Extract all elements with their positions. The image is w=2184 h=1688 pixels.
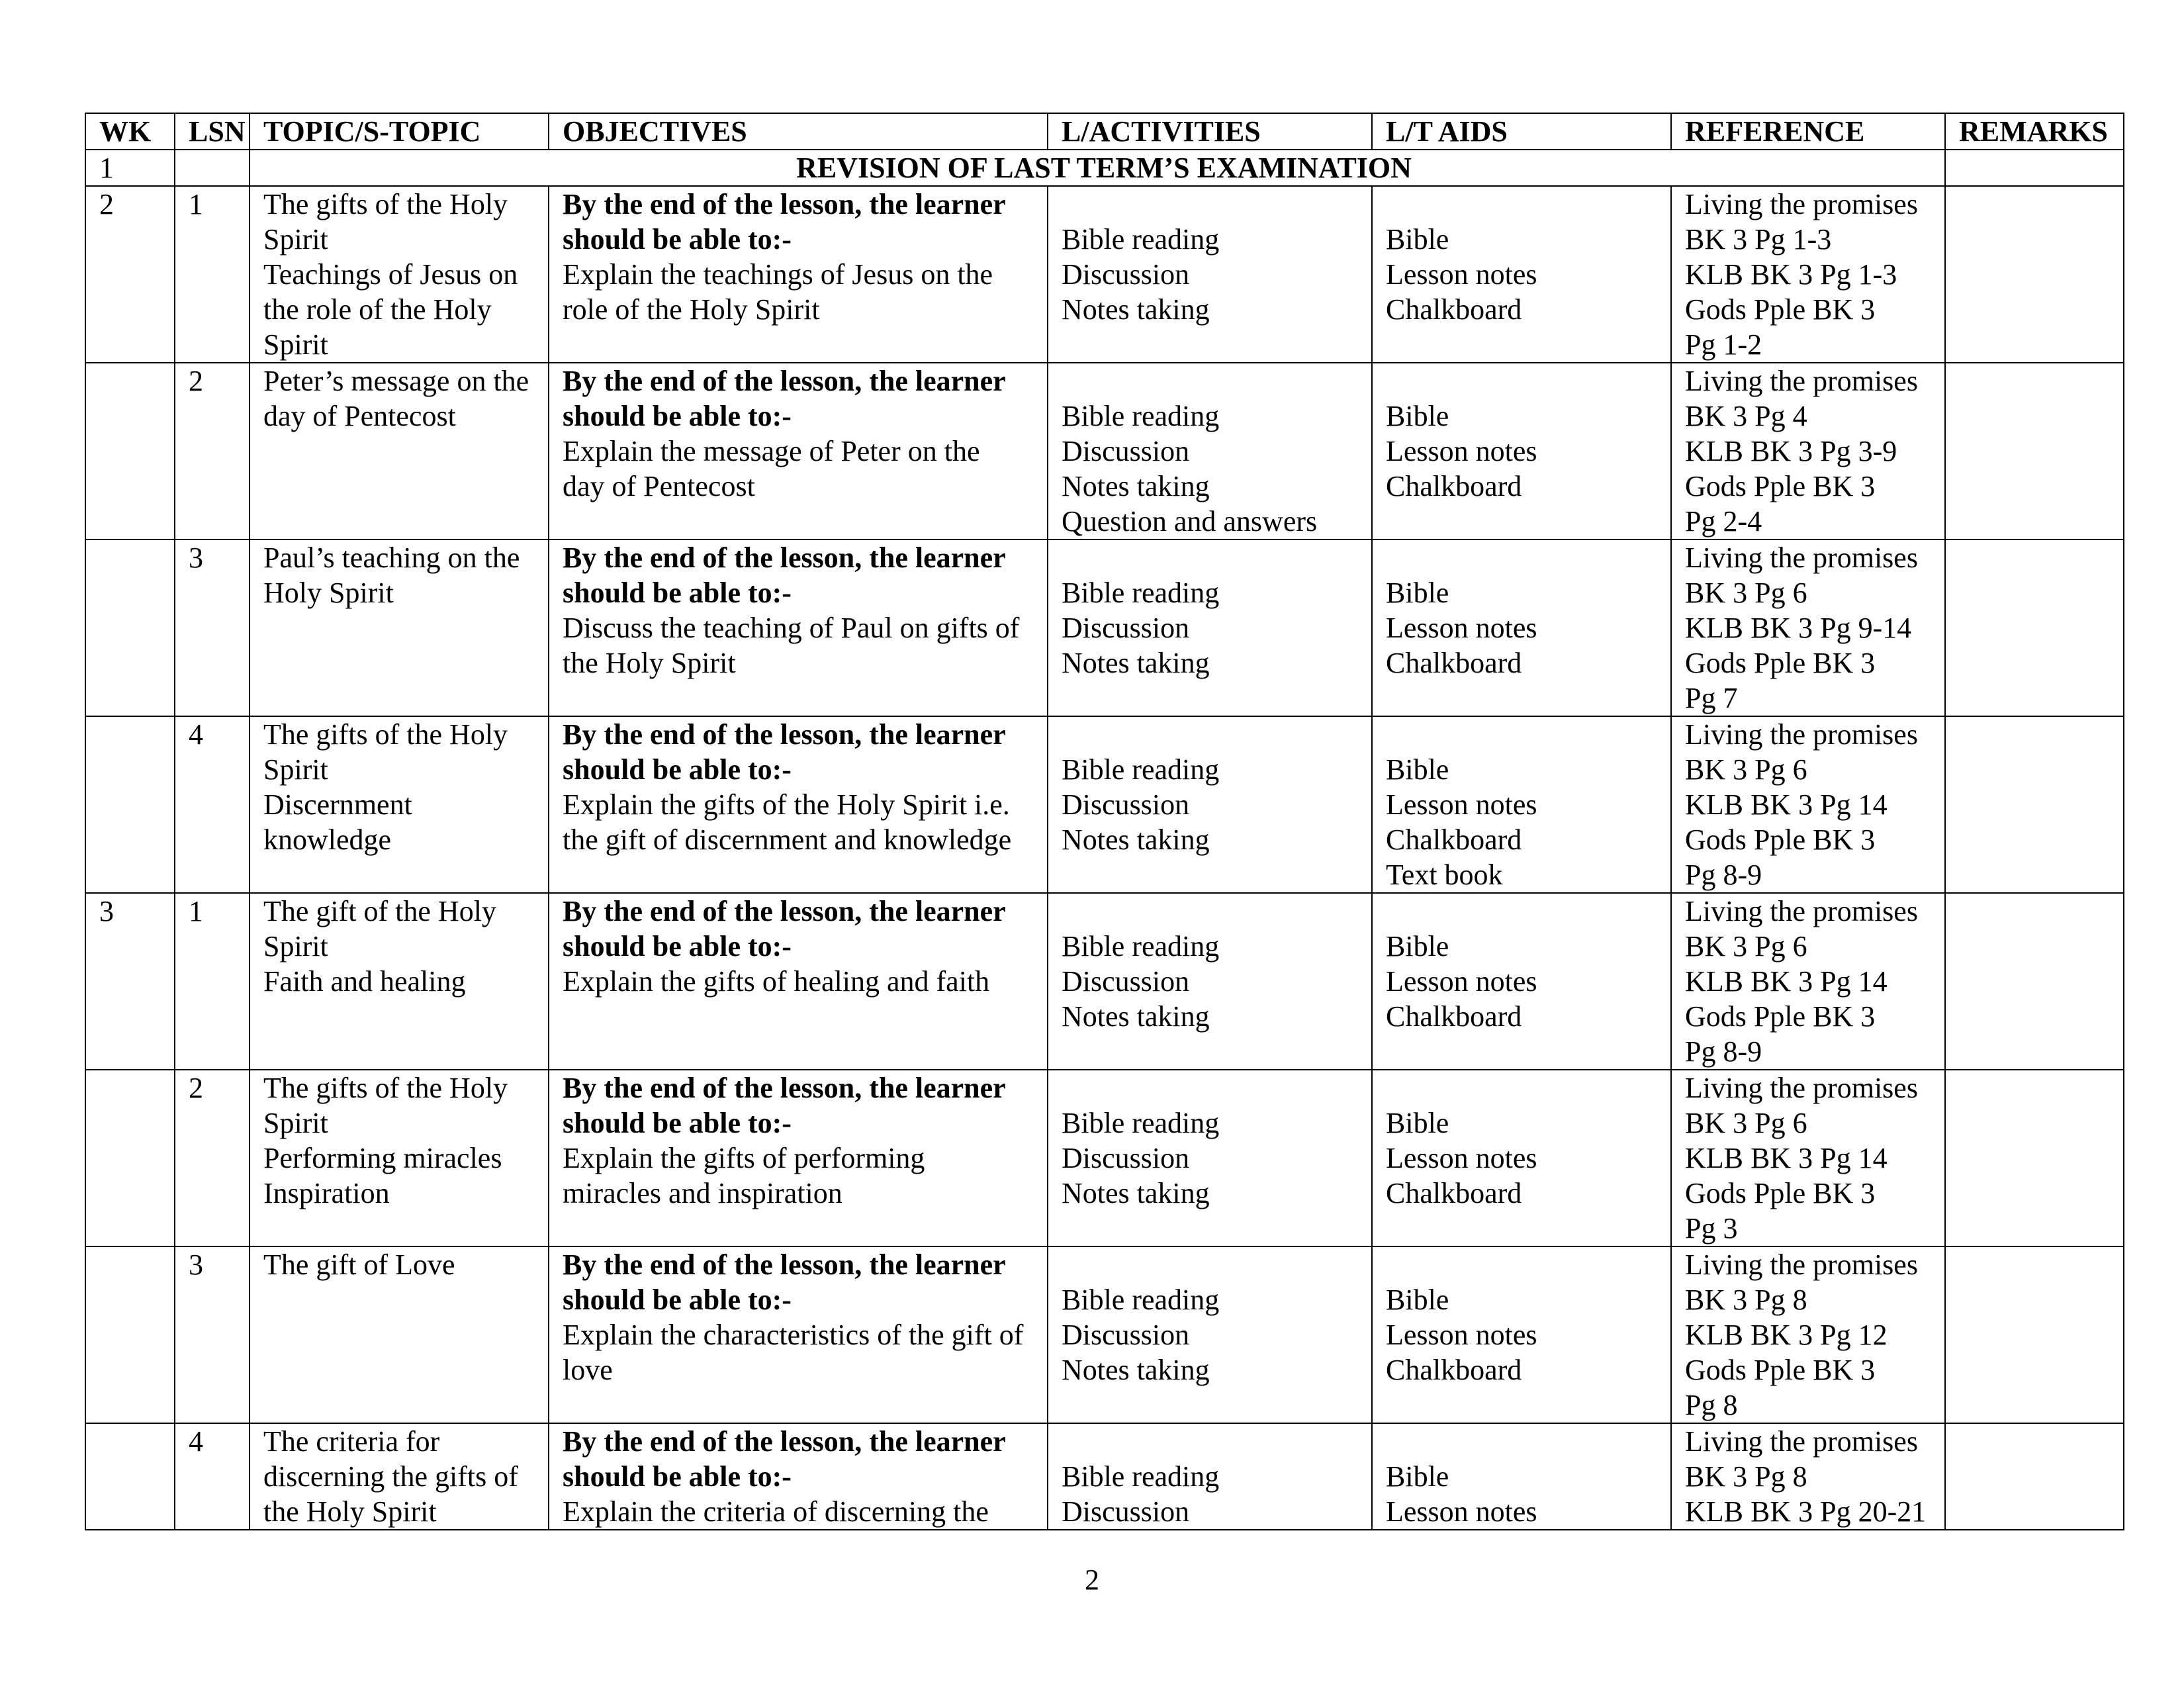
table-row [85, 1070, 2124, 1246]
col-header-topic: TOPIC/S-TOPIC [250, 113, 549, 150]
reference-cell [1671, 716, 1945, 893]
aids-cell-line [1386, 540, 1670, 575]
aids-cell [1372, 539, 1671, 716]
activities-cell-line [1062, 187, 1371, 222]
topic-cell-line: the Holy Spirit [263, 1495, 437, 1528]
aids-cell-line: Lesson notes [1386, 965, 1537, 998]
activities-cell-line [1062, 1247, 1371, 1282]
activities-cell-line: Notes taking [1062, 293, 1210, 326]
remarks-cell [1945, 186, 2124, 363]
topic-cell-line: Spirit [263, 753, 328, 786]
aids-cell [1372, 1070, 1671, 1246]
revision-row [85, 150, 2124, 186]
topic-cell-line: Performing miracles [263, 1142, 502, 1174]
topic-cell-line: Spirit [263, 223, 328, 256]
reference-cell [1671, 1070, 1945, 1246]
week-cell [85, 1423, 175, 1530]
topic-cell-line: Teachings of Jesus on [263, 258, 518, 291]
reference-cell [1671, 363, 1945, 539]
objectives-heading-line: By the end of the lesson, the learner [563, 1248, 1006, 1281]
col-header-remarks: REMARKS [1945, 113, 2124, 150]
topic-cell-line: Holy Spirit [263, 577, 394, 609]
revision-remarks [1945, 150, 2124, 186]
week-cell [85, 1070, 175, 1246]
lesson-cell: 4 [175, 1423, 250, 1530]
activities-cell-line: Discussion [1062, 1319, 1190, 1351]
revision-title: REVISION OF LAST TERM’S EXAMINATION [250, 150, 1945, 186]
objectives-heading-line: should be able to:- [563, 1284, 792, 1316]
objectives-cell [549, 539, 1048, 716]
col-header-lsn: LSN [175, 113, 250, 150]
activities-cell [1048, 539, 1372, 716]
activities-cell-line: Bible reading [1062, 753, 1220, 786]
objectives-cell [549, 363, 1048, 539]
reference-cell-line: Pg 3 [1685, 1212, 1738, 1244]
reference-cell-line: KLB BK 3 Pg 12 [1685, 1319, 1888, 1351]
table-row [85, 363, 2124, 539]
reference-cell-line: Living the promises [1685, 1248, 1918, 1281]
header-row [85, 113, 2124, 150]
activities-cell [1048, 1246, 1372, 1423]
topic-cell-line: The criteria for [263, 1425, 440, 1458]
reference-cell [1671, 539, 1945, 716]
topic-cell-line: Inspiration [263, 1177, 390, 1209]
objectives-heading-line: By the end of the lesson, the learner [563, 365, 1006, 397]
reference-cell-line: Pg 8-9 [1685, 1035, 1762, 1068]
activities-cell [1048, 186, 1372, 363]
topic-cell-line: Spirit [263, 328, 328, 361]
activities-cell-line: Bible reading [1062, 223, 1220, 256]
aids-cell-line: Chalkboard [1386, 823, 1522, 856]
activities-cell-line: Bible reading [1062, 930, 1220, 962]
aids-cell-line: Bible [1386, 1460, 1449, 1493]
topic-cell-line: Spirit [263, 930, 328, 962]
objectives-cell [549, 1070, 1048, 1246]
reference-cell [1671, 893, 1945, 1070]
table-row [85, 1246, 2124, 1423]
reference-cell-line: Gods Pple BK 3 [1685, 823, 1876, 856]
col-header-objectives: OBJECTIVES [549, 113, 1048, 150]
reference-cell-line: Pg 7 [1685, 682, 1738, 714]
objectives-heading-line: By the end of the lesson, the learner [563, 188, 1006, 220]
activities-cell-line [1062, 540, 1371, 575]
remarks-cell [1945, 363, 2124, 539]
aids-cell-line: Text book [1386, 859, 1503, 891]
activities-cell-line: Bible reading [1062, 577, 1220, 609]
topic-cell [250, 1246, 549, 1423]
aids-cell [1372, 186, 1671, 363]
topic-cell-line: Paul’s teaching on the [263, 541, 520, 574]
activities-cell [1048, 363, 1372, 539]
week-cell [85, 716, 175, 893]
reference-cell-line: BK 3 Pg 6 [1685, 930, 1807, 962]
remarks-cell [1945, 1070, 2124, 1246]
aids-cell-line: Bible [1386, 223, 1449, 256]
reference-cell-line: Living the promises [1685, 541, 1918, 574]
topic-cell [250, 186, 549, 363]
topic-cell-line: Discernment [263, 788, 412, 821]
week-cell [85, 539, 175, 716]
reference-cell-line: BK 3 Pg 8 [1685, 1460, 1807, 1493]
activities-cell-line [1062, 1424, 1371, 1459]
col-header-wk: WK [85, 113, 175, 150]
col-header-aids: L/T AIDS [1372, 113, 1671, 150]
aids-cell-line: Lesson notes [1386, 1319, 1537, 1351]
reference-cell-line: Gods Pple BK 3 [1685, 470, 1876, 502]
remarks-cell [1945, 539, 2124, 716]
aids-cell-line [1386, 1424, 1670, 1459]
objectives-line: Explain the message of Peter on the [563, 435, 980, 467]
activities-cell-line: Question and answers [1062, 505, 1318, 538]
reference-cell-line: Living the promises [1685, 718, 1918, 751]
aids-cell-line: Bible [1386, 577, 1449, 609]
reference-cell-line: Gods Pple BK 3 [1685, 1354, 1876, 1386]
week-cell [85, 1246, 175, 1423]
activities-cell-line [1062, 363, 1371, 399]
table-row [85, 893, 2124, 1070]
table-row [85, 1423, 2124, 1530]
reference-cell [1671, 186, 1945, 363]
topic-cell-line: day of Pentecost [263, 400, 456, 432]
objectives-heading-line: should be able to:- [563, 1107, 792, 1139]
reference-cell-line: KLB BK 3 Pg 14 [1685, 965, 1888, 998]
activities-cell-line: Notes taking [1062, 823, 1210, 856]
aids-cell-line: Lesson notes [1386, 788, 1537, 821]
remarks-cell [1945, 716, 2124, 893]
topic-cell-line: Spirit [263, 1107, 328, 1139]
week-cell: 2 [85, 186, 175, 363]
objectives-line: Explain the gifts of healing and faith [563, 965, 990, 998]
objectives-cell [549, 186, 1048, 363]
objectives-line: Discuss the teaching of Paul on gifts of [563, 612, 1020, 644]
objectives-heading-line: By the end of the lesson, the learner [563, 1425, 1006, 1458]
scheme-of-work-table [85, 113, 2124, 1530]
aids-cell-line: Lesson notes [1386, 258, 1537, 291]
lesson-cell: 3 [175, 1246, 250, 1423]
objectives-line: the gift of discernment and knowledge [563, 823, 1012, 856]
reference-cell-line: Living the promises [1685, 1425, 1918, 1458]
lesson-cell: 4 [175, 716, 250, 893]
topic-cell-line: the role of the Holy [263, 293, 492, 326]
aids-cell [1372, 716, 1671, 893]
objectives-heading-line: By the end of the lesson, the learner [563, 541, 1006, 574]
aids-cell [1372, 363, 1671, 539]
aids-cell-line [1386, 1247, 1670, 1282]
remarks-cell [1945, 893, 2124, 1070]
activities-cell-line: Discussion [1062, 258, 1190, 291]
reference-cell-line: Gods Pple BK 3 [1685, 647, 1876, 679]
aids-cell [1372, 1246, 1671, 1423]
aids-cell-line: Lesson notes [1386, 1495, 1537, 1528]
activities-cell-line: Bible reading [1062, 400, 1220, 432]
objectives-line: Explain the criteria of discerning the [563, 1495, 989, 1528]
reference-cell-line: KLB BK 3 Pg 14 [1685, 1142, 1888, 1174]
topic-cell [250, 1423, 549, 1530]
objectives-heading-line: should be able to:- [563, 223, 792, 256]
lesson-cell: 2 [175, 1070, 250, 1246]
reference-cell-line: Pg 2-4 [1685, 505, 1762, 538]
objectives-heading-line: should be able to:- [563, 930, 792, 962]
reference-cell-line: BK 3 Pg 6 [1685, 1107, 1807, 1139]
topic-cell [250, 716, 549, 893]
objectives-heading-line: By the end of the lesson, the learner [563, 718, 1006, 751]
reference-cell-line: Gods Pple BK 3 [1685, 1000, 1876, 1033]
col-header-reference: REFERENCE [1671, 113, 1945, 150]
aids-cell-line: Bible [1386, 1107, 1449, 1139]
week-cell: 3 [85, 893, 175, 1070]
activities-cell-line: Notes taking [1062, 470, 1210, 502]
aids-cell-line [1386, 717, 1670, 752]
aids-cell-line: Chalkboard [1386, 1177, 1522, 1209]
table-row [85, 186, 2124, 363]
activities-cell-line: Bible reading [1062, 1107, 1220, 1139]
revision-week: 1 [85, 150, 175, 186]
reference-cell-line: KLB BK 3 Pg 3-9 [1685, 435, 1897, 467]
page-number: 2 [1085, 1564, 1099, 1596]
aids-cell-line: Bible [1386, 1284, 1449, 1316]
reference-cell-line: BK 3 Pg 6 [1685, 577, 1807, 609]
topic-cell [250, 1070, 549, 1246]
aids-cell-line: Lesson notes [1386, 1142, 1537, 1174]
objectives-line: Explain the teachings of Jesus on the [563, 258, 993, 291]
reference-cell-line: KLB BK 3 Pg 9-14 [1685, 612, 1912, 644]
lesson-cell: 2 [175, 363, 250, 539]
activities-cell-line: Discussion [1062, 612, 1190, 644]
aids-cell-line: Chalkboard [1386, 1000, 1522, 1033]
reference-cell-line: Living the promises [1685, 365, 1918, 397]
activities-cell-line [1062, 894, 1371, 929]
topic-cell-line: The gift of Love [263, 1248, 455, 1281]
aids-cell-line [1386, 1070, 1670, 1105]
objectives-heading-line: By the end of the lesson, the learner [563, 1072, 1006, 1104]
activities-cell [1048, 1423, 1372, 1530]
aids-cell-line: Bible [1386, 400, 1449, 432]
topic-cell [250, 363, 549, 539]
activities-cell-line: Notes taking [1062, 1000, 1210, 1033]
reference-cell-line: Living the promises [1685, 895, 1918, 927]
aids-cell-line: Bible [1386, 753, 1449, 786]
activities-cell-line: Discussion [1062, 1495, 1190, 1528]
remarks-cell [1945, 1423, 2124, 1530]
objectives-line: miracles and inspiration [563, 1177, 842, 1209]
topic-cell-line: The gifts of the Holy [263, 1072, 508, 1104]
aids-cell-line: Chalkboard [1386, 470, 1522, 502]
lesson-cell: 3 [175, 539, 250, 716]
activities-cell-line: Bible reading [1062, 1284, 1220, 1316]
lesson-cell: 1 [175, 186, 250, 363]
objectives-heading-line: should be able to:- [563, 577, 792, 609]
topic-cell-line: The gifts of the Holy [263, 718, 508, 751]
objectives-line: love [563, 1354, 613, 1386]
reference-cell-line: KLB BK 3 Pg 14 [1685, 788, 1888, 821]
topic-cell [250, 539, 549, 716]
topic-cell-line: knowledge [263, 823, 392, 856]
activities-cell [1048, 1070, 1372, 1246]
table-row [85, 539, 2124, 716]
aids-cell-line: Chalkboard [1386, 1354, 1522, 1386]
objectives-line: day of Pentecost [563, 470, 755, 502]
reference-cell-line: BK 3 Pg 1-3 [1685, 223, 1832, 256]
activities-cell-line: Notes taking [1062, 1354, 1210, 1386]
topic-cell-line: discerning the gifts of [263, 1460, 518, 1493]
reference-cell-line: Gods Pple BK 3 [1685, 293, 1876, 326]
activities-cell-line [1062, 717, 1371, 752]
objectives-heading-line: By the end of the lesson, the learner [563, 895, 1006, 927]
aids-cell-line: Lesson notes [1386, 612, 1537, 644]
activities-cell [1048, 893, 1372, 1070]
objectives-heading-line: should be able to:- [563, 1460, 792, 1493]
activities-cell-line: Discussion [1062, 965, 1190, 998]
lesson-cell: 1 [175, 893, 250, 1070]
topic-cell [250, 893, 549, 1070]
objectives-line: Explain the gifts of the Holy Spirit i.e. [563, 788, 1010, 821]
activities-cell-line [1062, 1070, 1371, 1105]
aids-cell [1372, 893, 1671, 1070]
activities-cell-line: Discussion [1062, 435, 1190, 467]
reference-cell-line: KLB BK 3 Pg 1-3 [1685, 258, 1897, 291]
reference-cell-line: Pg 8 [1685, 1389, 1738, 1421]
remarks-cell [1945, 1246, 2124, 1423]
topic-cell-line: Peter’s message on the [263, 365, 529, 397]
reference-cell-line: BK 3 Pg 4 [1685, 400, 1807, 432]
aids-cell [1372, 1423, 1671, 1530]
aids-cell-line: Lesson notes [1386, 435, 1537, 467]
activities-cell-line: Notes taking [1062, 1177, 1210, 1209]
activities-cell-line: Notes taking [1062, 647, 1210, 679]
aids-cell-line [1386, 363, 1670, 399]
aids-cell-line [1386, 187, 1670, 222]
reference-cell-line: BK 3 Pg 6 [1685, 753, 1807, 786]
reference-cell-line: Pg 1-2 [1685, 328, 1762, 361]
aids-cell-line: Chalkboard [1386, 293, 1522, 326]
objectives-line: Explain the gifts of performing [563, 1142, 925, 1174]
col-header-activities: L/ACTIVITIES [1048, 113, 1372, 150]
topic-cell-line: The gift of the Holy [263, 895, 496, 927]
objectives-cell [549, 1423, 1048, 1530]
table-row [85, 716, 2124, 893]
reference-cell-line: Living the promises [1685, 188, 1918, 220]
objectives-cell [549, 716, 1048, 893]
reference-cell [1671, 1246, 1945, 1423]
reference-cell-line: Living the promises [1685, 1072, 1918, 1104]
reference-cell-line: Pg 8-9 [1685, 859, 1762, 891]
reference-cell-line: KLB BK 3 Pg 20-21 [1685, 1495, 1927, 1528]
objectives-cell [549, 893, 1048, 1070]
aids-cell-line: Chalkboard [1386, 647, 1522, 679]
week-cell [85, 363, 175, 539]
topic-cell-line: Faith and healing [263, 965, 466, 998]
activities-cell-line: Bible reading [1062, 1460, 1220, 1493]
objectives-heading-line: should be able to:- [563, 400, 792, 432]
activities-cell-line: Discussion [1062, 788, 1190, 821]
objectives-line: Explain the characteristics of the gift of [563, 1319, 1024, 1351]
reference-cell-line: Gods Pple BK 3 [1685, 1177, 1876, 1209]
reference-cell-line: BK 3 Pg 8 [1685, 1284, 1807, 1316]
objectives-cell [549, 1246, 1048, 1423]
objectives-line: role of the Holy Spirit [563, 293, 820, 326]
activities-cell [1048, 716, 1372, 893]
revision-lesson [175, 150, 250, 186]
topic-cell-line: The gifts of the Holy [263, 188, 508, 220]
aids-cell-line: Bible [1386, 930, 1449, 962]
activities-cell-line: Discussion [1062, 1142, 1190, 1174]
objectives-heading-line: should be able to:- [563, 753, 792, 786]
reference-cell [1671, 1423, 1945, 1530]
objectives-line: the Holy Spirit [563, 647, 736, 679]
aids-cell-line [1386, 894, 1670, 929]
